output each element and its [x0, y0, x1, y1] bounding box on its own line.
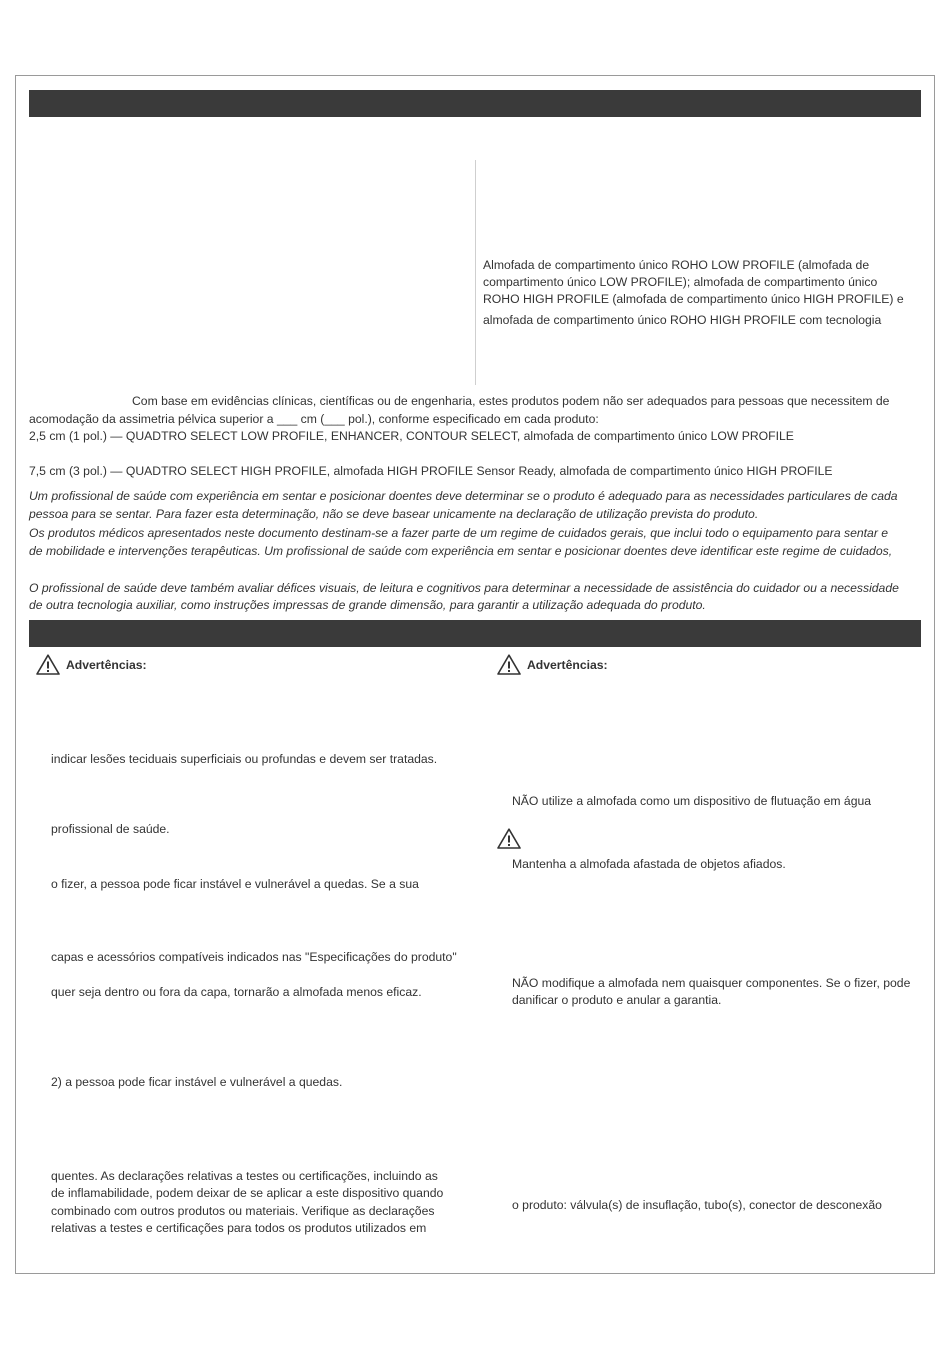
italic-line-6: de outra tecnologia auxiliar, como instruções impressas de grande dimensão, para garantir a utilização adequada do produto. — [29, 598, 706, 612]
intro-line-1: Almofada de compartimento único ROHO LOW PROFILE (almofada de — [483, 258, 870, 272]
warnings-right-heading — [497, 654, 608, 675]
warnings-left-label: Advertências: — [66, 657, 147, 672]
section-header-bar-top — [29, 90, 921, 117]
right-warning-modify-line-2: danificar o produto e anular a garantia. — [512, 993, 722, 1007]
warnings-right-label: Advertências: — [527, 657, 608, 672]
left-warning-7-line-3: combinado com outros produtos ou materiais. Verifique as declarações — [51, 1204, 435, 1218]
italic-line-4: de mobilidade e intervenções terapêuticas. Um profissional de saúde com experiência em sentar e posicionar doentes deve identificar este regime de cuidados, — [29, 544, 893, 558]
right-warning-flotation: NÃO utilize a almofada como um dispositivo de flutuação em água — [512, 794, 872, 808]
left-warning-2: profissional de saúde. — [51, 822, 170, 836]
column-divider — [475, 160, 476, 385]
warnings-left-heading — [36, 654, 147, 675]
left-warning-1: indicar lesões teciduais superficiais ou profundas e devem ser tratadas. — [51, 752, 438, 766]
evidence-line-2: acomodação da assimetria pélvica superior a ___ cm (___ pol.), conforme especificado em cada produto: — [29, 412, 599, 426]
warning-triangle-icon — [497, 654, 521, 675]
left-warning-4: capas e acessórios compatíveis indicados nas "Especificações do produto" — [51, 950, 457, 964]
left-warning-7-line-2: de inflamabilidade, podem deixar de se aplicar a este dispositivo quando — [51, 1186, 444, 1200]
left-warning-5: quer seja dentro ou fora da capa, tornarão a almofada menos eficaz. — [51, 985, 422, 999]
italic-line-2: pessoa para se sentar. Para fazer esta determinação, não se deve basear unicamente na declaração de utilização prevista do produto. — [29, 507, 759, 521]
left-warning-7-line-1: quentes. As declarações relativas a testes ou certificações, incluindo as — [51, 1169, 438, 1183]
evidence-line-1: Com base em evidências clínicas, científicas ou de engenharia, estes produtos podem não ser adequados para pessoas que necessitem de — [132, 394, 890, 408]
warning-triangle-icon — [497, 828, 521, 849]
right-warning-modify-line-1: NÃO modifique a almofada nem quaisquer componentes. Se o fizer, pode — [512, 976, 911, 990]
right-warning-sharp-objects: Mantenha a almofada afastada de objetos afiados. — [512, 857, 786, 871]
right-warning-icon-2 — [497, 828, 521, 849]
italic-line-5: O profissional de saúde deve também avaliar défices visuais, de leitura e cognitivos para determinar a necessidade de assistência do cuidador ou a necessidade — [29, 581, 899, 595]
left-warning-7-line-4: relativas a testes e certificações para todos os produtos utilizados em — [51, 1221, 427, 1235]
italic-line-3: Os produtos médicos apresentados neste documento destinam-se a fazer parte de um regime de cuidados gerais, que inclui todo o equipamento para sentar e — [29, 526, 889, 540]
section-header-bar-warnings — [29, 620, 921, 647]
italic-line-1: Um profissional de saúde com experiência em sentar e posicionar doentes deve determinar se o produto é adequado para as necessidades particulares de cada — [29, 489, 898, 503]
left-warning-3: o fizer, a pessoa pode ficar instável e vulnerável a quedas. Se a sua — [51, 877, 419, 891]
intro-line-3: ROHO HIGH PROFILE (almofada de compartimento único HIGH PROFILE) e — [483, 292, 904, 306]
intro-line-2: compartimento único LOW PROFILE); almofada de compartimento único — [483, 275, 878, 289]
right-warning-components: o produto: válvula(s) de insuflação, tubo(s), conector de desconexão — [512, 1198, 882, 1212]
warning-triangle-icon — [36, 654, 60, 675]
low-profile-spec: 2,5 cm (1 pol.) — QUADTRO SELECT LOW PROFILE, ENHANCER, CONTOUR SELECT, almofada de compartimento único LOW PROFILE — [29, 429, 794, 443]
intro-line-4: almofada de compartimento único ROHO HIGH PROFILE com tecnologia — [483, 313, 882, 327]
high-profile-spec: 7,5 cm (3 pol.) — QUADTRO SELECT HIGH PROFILE, almofada HIGH PROFILE Sensor Ready, almofada de compartimento único HIGH PROFILE — [29, 464, 833, 478]
left-warning-6: 2) a pessoa pode ficar instável e vulnerável a quedas. — [51, 1075, 343, 1089]
